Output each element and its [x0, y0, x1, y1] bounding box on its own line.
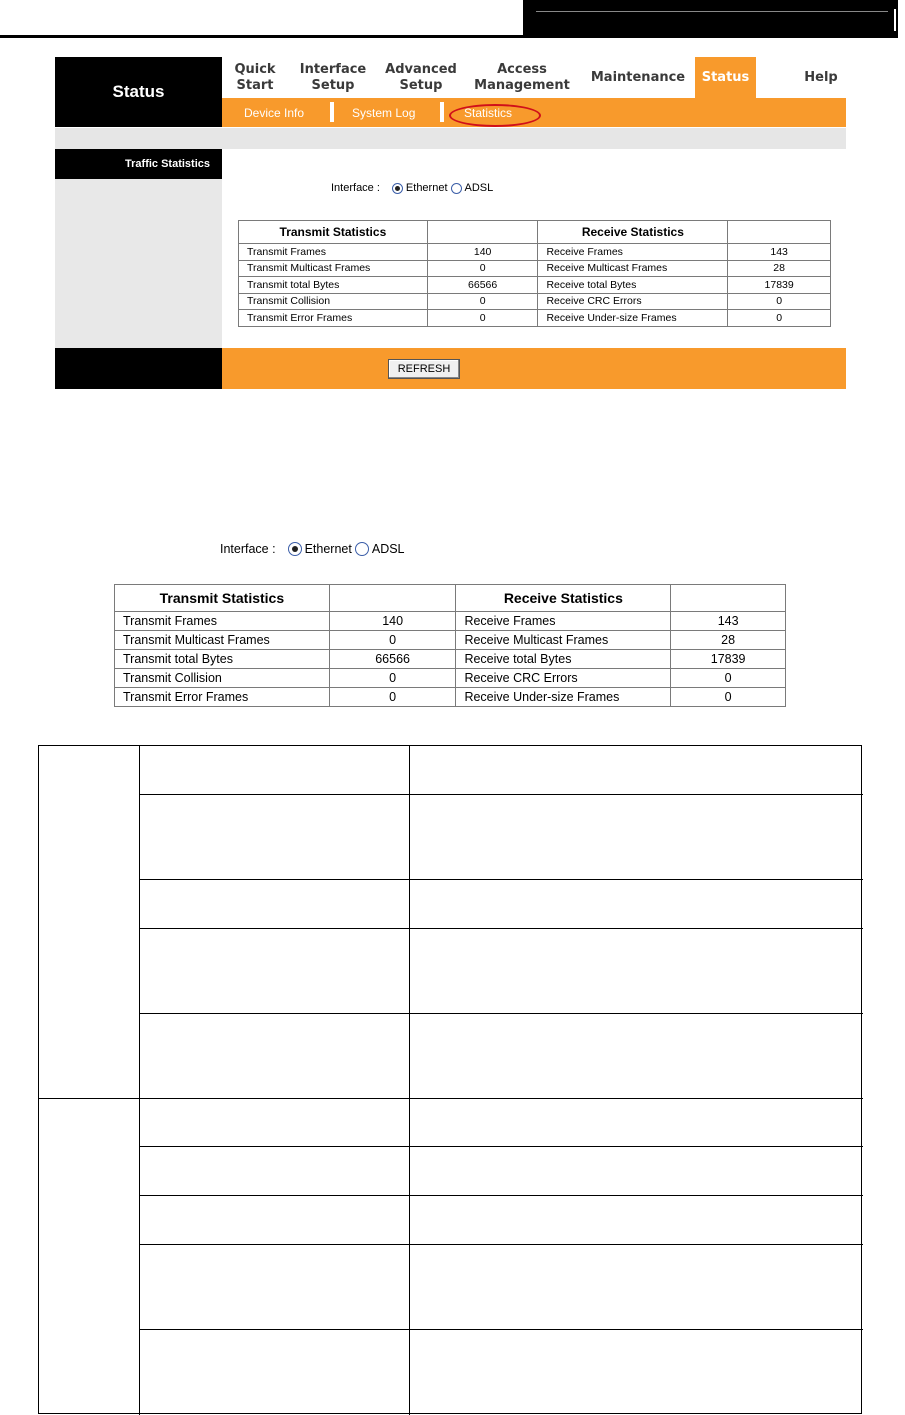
router-screenshot	[55, 57, 846, 389]
rx-value: 17839	[728, 277, 831, 294]
rx-value: 28	[671, 631, 786, 650]
page-header-box	[523, 0, 898, 36]
header-inner-line	[536, 11, 888, 12]
main-nav	[222, 57, 846, 98]
subnav-statistics[interactable]: Statistics	[464, 105, 513, 120]
tx-value: 66566	[329, 650, 456, 669]
header-end-bar	[894, 9, 896, 31]
highlight-oval	[449, 104, 541, 127]
table-row	[115, 688, 786, 707]
tx-label: Transmit Error Frames	[239, 310, 428, 327]
receive-value-header	[728, 221, 831, 244]
transmit-value-header	[427, 221, 538, 244]
description-table	[38, 745, 862, 1414]
rx-value: 0	[728, 310, 831, 327]
tx-label: Transmit Collision	[239, 293, 428, 310]
tx-value: 140	[329, 612, 456, 631]
table-row	[239, 244, 831, 261]
row-divider	[139, 1013, 863, 1014]
stats-table-small	[238, 220, 831, 327]
group-divider	[39, 1098, 863, 1099]
tx-label: Transmit Multicast Frames	[239, 260, 428, 277]
rx-label: Receive total Bytes	[538, 277, 728, 294]
row-divider	[139, 1146, 863, 1147]
tx-value: 0	[427, 293, 538, 310]
rx-label: Receive total Bytes	[456, 650, 671, 669]
row-divider	[139, 928, 863, 929]
stats-table-enlarged	[114, 584, 786, 707]
interface-label: Interface :	[331, 182, 380, 194]
interface-label: Interface :	[220, 542, 276, 556]
row-divider	[139, 1195, 863, 1196]
tx-value: 0	[329, 688, 456, 707]
rx-label: Receive Frames	[456, 612, 671, 631]
rx-value: 28	[728, 260, 831, 277]
rx-label: Receive CRC Errors	[538, 293, 728, 310]
rx-value: 0	[671, 688, 786, 707]
rx-label: Receive Under-size Frames	[456, 688, 671, 707]
receive-header: Receive Statistics	[456, 585, 671, 612]
tx-value: 0	[427, 310, 538, 327]
table-row	[239, 260, 831, 277]
nav-maintenance[interactable]: Maintenance	[590, 69, 686, 85]
subnav-system-log[interactable]: System Log	[352, 105, 416, 120]
tx-label: Transmit Error Frames	[115, 688, 330, 707]
table-row	[115, 669, 786, 688]
ethernet-radio[interactable]	[392, 183, 403, 194]
nav-access-management[interactable]: Access Management	[474, 61, 570, 93]
tx-value: 0	[329, 669, 456, 688]
nav-advanced-setup[interactable]: Advanced Setup	[385, 61, 457, 93]
subnav-device-info[interactable]: Device Info	[244, 105, 305, 120]
receive-header: Receive Statistics	[538, 221, 728, 244]
rx-label: Receive Multicast Frames	[538, 260, 728, 277]
rx-value: 17839	[671, 650, 786, 669]
column-divider	[139, 746, 140, 1415]
interface-selector	[331, 182, 493, 194]
adsl-label: ADSL	[464, 182, 494, 194]
nav-quick-start[interactable]: Quick Start	[234, 61, 276, 93]
tx-value: 0	[329, 631, 456, 650]
ethernet-label: Ethernet	[405, 182, 448, 194]
interface-selector-enlarged	[220, 542, 405, 556]
rx-label: Receive Multicast Frames	[456, 631, 671, 650]
tx-value: 66566	[427, 277, 538, 294]
row-divider	[139, 879, 863, 880]
tx-label: Transmit Collision	[115, 669, 330, 688]
rx-label: Receive CRC Errors	[456, 669, 671, 688]
table-row	[239, 293, 831, 310]
table-row	[115, 650, 786, 669]
rx-value: 143	[728, 244, 831, 261]
row-divider	[139, 1244, 863, 1245]
tx-value: 140	[427, 244, 538, 261]
table-row	[239, 310, 831, 327]
ethernet-label: Ethernet	[304, 542, 352, 556]
tx-value: 0	[427, 260, 538, 277]
receive-value-header	[671, 585, 786, 612]
rx-value: 143	[671, 612, 786, 631]
subnav-separator	[330, 102, 334, 122]
bottom-left-block	[55, 348, 222, 389]
row-divider	[139, 794, 863, 795]
adsl-label: ADSL	[371, 542, 405, 556]
tx-label: Transmit total Bytes	[239, 277, 428, 294]
transmit-header: Transmit Statistics	[239, 221, 428, 244]
tx-label: Transmit total Bytes	[115, 650, 330, 669]
sub-nav	[222, 98, 846, 127]
rx-value: 0	[728, 293, 831, 310]
bottom-bar	[222, 348, 846, 389]
refresh-button[interactable]: REFRESH	[388, 359, 460, 379]
nav-help[interactable]: Help	[804, 69, 838, 85]
subnav-separator	[440, 102, 444, 122]
table-row	[239, 277, 831, 294]
rx-label: Receive Frames	[538, 244, 728, 261]
rx-label: Receive Under-size Frames	[538, 310, 728, 327]
rx-value: 0	[671, 669, 786, 688]
gray-strip	[55, 128, 846, 149]
transmit-value-header	[329, 585, 456, 612]
tx-label: Transmit Frames	[239, 244, 428, 261]
table-row	[115, 612, 786, 631]
tx-label: Transmit Multicast Frames	[115, 631, 330, 650]
column-divider	[409, 746, 410, 1415]
table-row	[115, 631, 786, 650]
transmit-header: Transmit Statistics	[115, 585, 330, 612]
adsl-radio[interactable]	[355, 542, 369, 556]
section-title: Traffic Statistics	[55, 149, 222, 179]
tx-label: Transmit Frames	[115, 612, 330, 631]
nav-status[interactable]: Status	[695, 57, 756, 98]
status-logo: Status	[55, 57, 222, 127]
nav-interface-setup[interactable]: Interface Setup	[299, 61, 367, 93]
ethernet-radio[interactable]	[288, 542, 302, 556]
row-divider	[139, 1329, 863, 1330]
page-header-rule	[0, 35, 898, 38]
adsl-radio[interactable]	[451, 183, 462, 194]
